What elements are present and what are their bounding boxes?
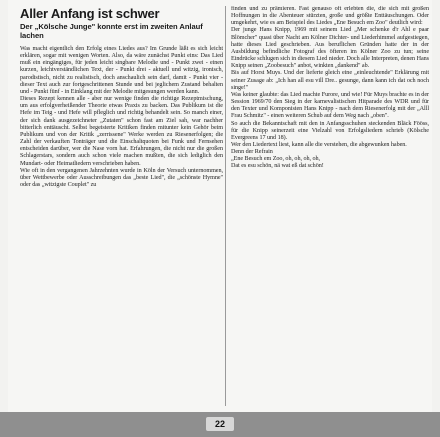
paragraph: „Ene Besuch em Zoo, oh, oh, oh, oh,: [231, 156, 320, 163]
paragraph: finden und zu prämieren. Fast genauso oft erlebten die, die sich mit großen Hoffnungen in die Abenteuer stürzten, große und größte Enttäuschungen. Oder umgekehrt, wie es am Beispiel des Liedes „Ene Besuch em Zoo" deutlich wird:: [231, 6, 429, 27]
paragraph: Wie oft in den vergangenen Jahrzehnten wurde in Köln der Versuch unternommen, über Wettbewerbe oder Ausschreibungen das „beste Lied", die „schönste Hymne" oder das „witzigste Couplet" zu: [20, 167, 223, 188]
paragraph: Denn der Refrain: [231, 149, 273, 156]
right-column: [231, 6, 429, 410]
paragraph: Dat es esu schön, nä wat eß dat schön!: [231, 163, 324, 170]
paragraph: Was keiner glaubte: das Lied machte Furore, und wie! Für Muys brachte es in der Session 1969/70 den Sieg in der karnevalistischen Hitparade des WDR und für den Texter und Komponisten Hans Knipp - nach dem Riesenerfolg mit der „Alll Frau Schmitz" - einen weiteren Schub auf dem Weg nach „oben".: [231, 91, 429, 120]
column-divider: [225, 6, 226, 406]
article-subtitle: Der „Kölsche Junge" konnte erst im zweiten Anlauf lachen: [20, 22, 203, 40]
paragraph: Was macht eigentlich den Erfolg eines Liedes aus? Im Grunde läßt es sich leicht erklären, sogar mit wenigen Worten. Also, da wäre zunächst Punkt eins: Das Lied muß ein eingängiges, für jeden leicht singbare Melodie und - Punkt zwei - einen kurzen, leichtverständlichen Text, der - Punkt drei - aktuell und witzig, ironisch, parodistisch, nicht zu realistisch, doch anschaulich sein darf, damit - Punkt vier - dieser Text auch zur fortgeschrittenen Stunde und bei jeglichem Zustand behalten und - Punkt fünf - in Einklang mit der Melodie mitgesungen werden kann.: [20, 46, 223, 95]
paragraph: Bis auf Horst Muys. Und der lieferte gleich eine „einleuchtende" Erklärung mit seiner Zusage ab: „Ich han all esu vill Dre.. gesunge, dann kann ich dat och noch singe!": [231, 70, 429, 91]
paragraph: So auch die Bekanntschaft mit den in Anfangsschuhen steckenden Bläck Fööss, für die Knipp seinerzeit eine Vielzahl von Erfolgsliedern schrieb (Kölsche Evergreens 17 und 18).: [231, 120, 429, 141]
left-column: [20, 6, 223, 410]
paragraph: Dieses Rezept kennen alle - aber nur wenige finden die richtige Rezeptmischung, um aus erfolgverheißender Theorie etwas Praxis zu backen. Das Publikum ist die Hefe im Teig - und Hefe will pfleglich und richtig behandelt sein. So manch einer, der sich dank ausgezeichneter „Zutaten" schon fast am Ziel sah, war nachher bitterlich enttäuscht. Selbst begeisterte Kritiken finden mitunter kein Gehör beim Publikum und von der Kritik „zerrissene" Werke werden zu Riesenerfolgen; die Zahl der verkauften Tonträger und die Einschaltquoten bei Funk und Fernsehen entscheiden darüber, wer die Nase vorn hat. Erfahrungen, die nicht nur die großen Schlagerstars, sondern auch schon viele machen mußten, die sich lediglich den Mundart- oder Heimatliedern verschrieben haben.: [20, 96, 223, 167]
document-page: [8, 0, 432, 412]
article-title: Aller Anfang ist schwer: [20, 6, 160, 21]
paragraph: Wer den Liedertext liest, kann alle die verstehen, die abgewunken haben.: [231, 141, 407, 148]
page-number: 22: [206, 417, 234, 431]
paragraph: Der junge Hans Knipp, 1969 mit seinem Lied „Mer schenke d'r Ahl e paar Blömcher" quasi über Nacht am Kölner Dichter- und Liederhimmel aufgestiegen, hatte dieses Lied geschrieben. Aus beruflichen Gründen hatte der in der Ausbildung befindliche Fotograf des öfteren im Kölner Zoo zu tun; seine Eindrücke schlugen sich in diesem Lied nieder. Doch alle Interpreten, denen Hans Knipp seinen „Zoobesuch" anbot, winkten „dankend" ab.: [231, 27, 429, 70]
